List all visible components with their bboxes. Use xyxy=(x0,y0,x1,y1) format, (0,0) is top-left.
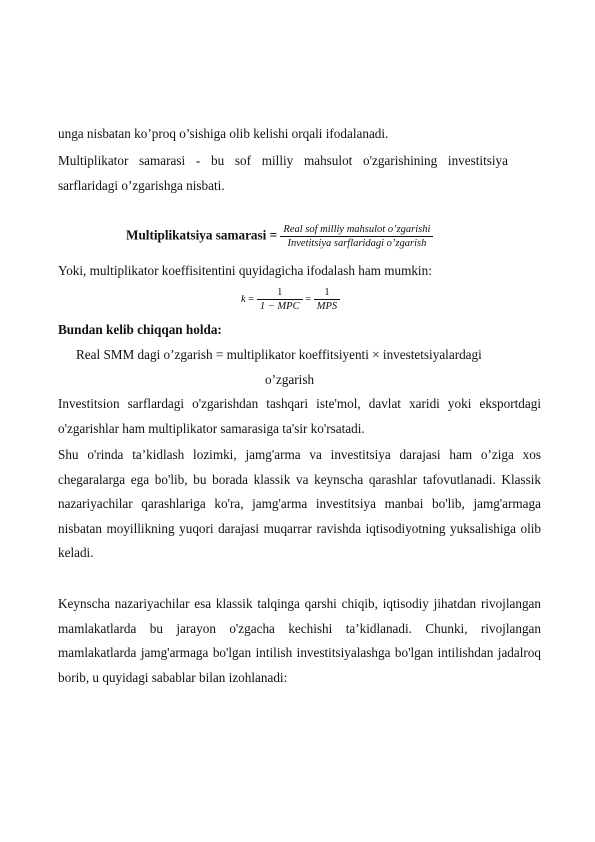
k-formula xyxy=(241,286,340,313)
text-line: Real SMM dagi o’zgarish = multiplikator koeffitsiyenti × investetsiyalardagi xyxy=(76,347,482,362)
paragraph: Investitsion sarflardagi o'zgarishdan tashqari iste'mol, davlat xaridi yoki eksportdagi o'zgarishlar ham multiplikator samarasiga ta'sir ko'rsatadi. xyxy=(58,396,541,436)
section-heading: Bundan kelib chiqqan holda: xyxy=(58,322,222,337)
k-symbol: k xyxy=(241,293,246,305)
paragraph: Keynscha nazariyachilar esa klassik talqinga qarshi chiqib, iqtisodiy jihatdan rivojlangan mamlakatlarda bu jarayon o'zgacha kechishi ta’kidlanadi. Chunki, rivojlangan mamlakatlarda jamg'armaga bo'lgan intilish investitsiyalashga bo'lgan intilishdan jadalroq borib, u quyidagi sabablar bilan izohlanadi: xyxy=(58,596,541,685)
formula-numerator: Real sof milliy mahsulot o’zgarishi xyxy=(280,223,433,237)
text-line: sarflaridagi o’zgarishga nisbati. xyxy=(58,178,225,193)
formula-denominator: Invetitsiya sarflaridagi o’zgarish xyxy=(287,238,427,249)
formula-label: Multiplikatsiya samarasi xyxy=(126,227,267,243)
paragraph: Shu o'rinda ta’kidlash lozimki, jamg'arma va investitsiya darajasi ham o’ziga xos chegaralarga ega bo'lib, bu borada klassik va keynscha qarashlar tafovutlanadi. Klassik nazariyachilar qarashlariga ko'ra, jamg'arma investitsiya manbai bo'lib, jamg'armaga nisbatan moyillikning yuqori darajasi muqarrar ravishda iqtisodiyotning yuksalishiga olib keladi. xyxy=(58,447,541,560)
k-fraction-mpc xyxy=(257,286,303,313)
text-line: o’zgarish xyxy=(265,372,315,387)
k-denominator-mps: MPS xyxy=(316,301,338,312)
k-fraction-mps xyxy=(314,286,340,313)
text-line: Multiplikator samarasi - bu sof milliy mahsulot o'zgarishining investitsiya xyxy=(58,153,508,168)
k-numerator-2: 1 xyxy=(314,286,340,300)
text-line: Yoki, multiplikator koeffisitentini quyidagicha ifodalash ham mumkin: xyxy=(58,263,432,278)
multiplier-formula xyxy=(126,223,433,250)
k-numerator-1: 1 xyxy=(257,286,303,300)
k-equals: = xyxy=(248,293,255,305)
text-line: unga nisbatan ko’proq o’sishiga olib kelishi orqali ifodalanadi. xyxy=(58,126,389,141)
k-equals-2: = xyxy=(305,293,312,305)
k-denominator-mpc: 1 − MPC xyxy=(259,301,300,312)
formula-equals: = xyxy=(269,227,278,243)
formula-fraction xyxy=(280,223,433,250)
